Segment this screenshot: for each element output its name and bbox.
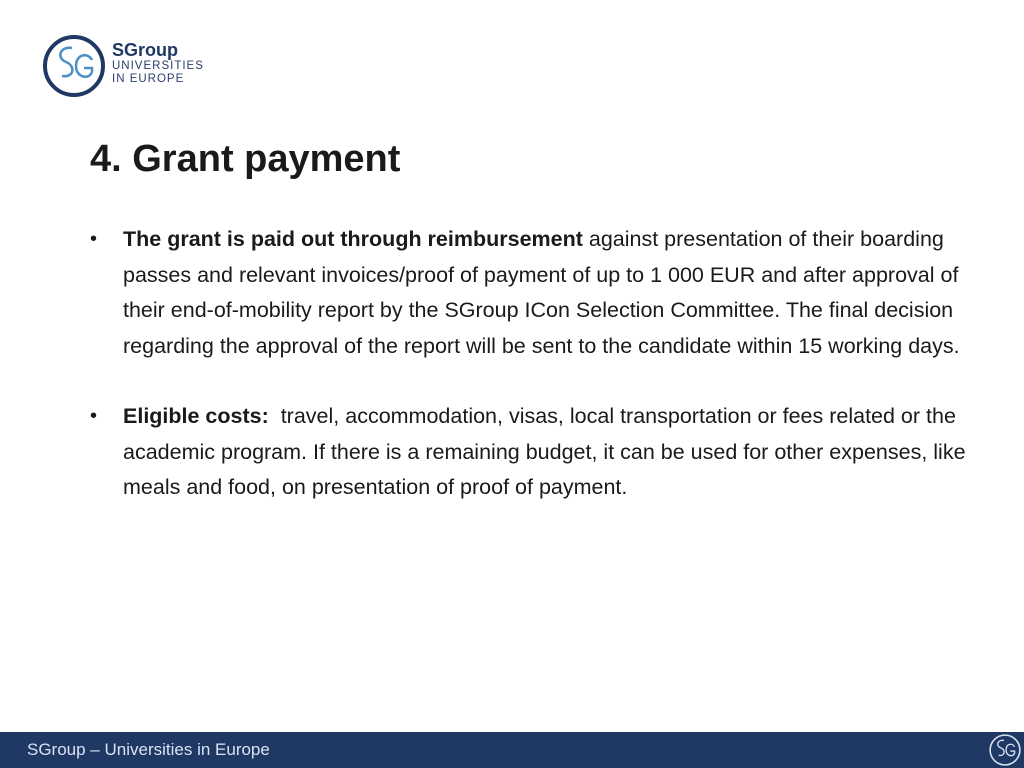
bullet-item-reimbursement: [90, 222, 990, 364]
slide-title: 4. Grant payment: [90, 138, 401, 180]
bullet-icon: •: [90, 228, 98, 250]
sgroup-logo-icon: [42, 34, 106, 98]
bullet-icon: •: [90, 405, 98, 427]
bullet-lead: The grant is paid out through reimbursement: [123, 227, 583, 251]
footer-text: SGroup – Universities in Europe: [27, 740, 270, 759]
footer-bar: [0, 732, 1024, 768]
logo-name: SGroup: [112, 40, 178, 60]
sgroup-footer-logo-icon: [988, 733, 1022, 767]
sgroup-logo: [42, 34, 222, 100]
bullet-lead: Eligible costs:: [123, 404, 269, 428]
bullet-text: against presentation of their boarding passes and relevant invoices/proof of payment of up to 1 000 EUR and after approval of their end-of-mobility report by the SGroup ICon Selection Committee. The final decision regarding the approval of the report will be sent to the candidate within 15 working days.: [123, 227, 960, 358]
bullet-item-eligible-costs: [90, 399, 990, 506]
bullet-text: travel, accommodation, visas, local transportation or fees related or the academic program. If there is a remaining budget, it can be used for other expenses, like meals and food, on presentation of proof of payment.: [123, 404, 972, 499]
bullet-list: [90, 222, 990, 541]
logo-wordmark: [112, 40, 204, 86]
logo-line2: IN EUROPE: [112, 73, 185, 85]
logo-line1: UNIVERSITIES: [112, 60, 204, 72]
